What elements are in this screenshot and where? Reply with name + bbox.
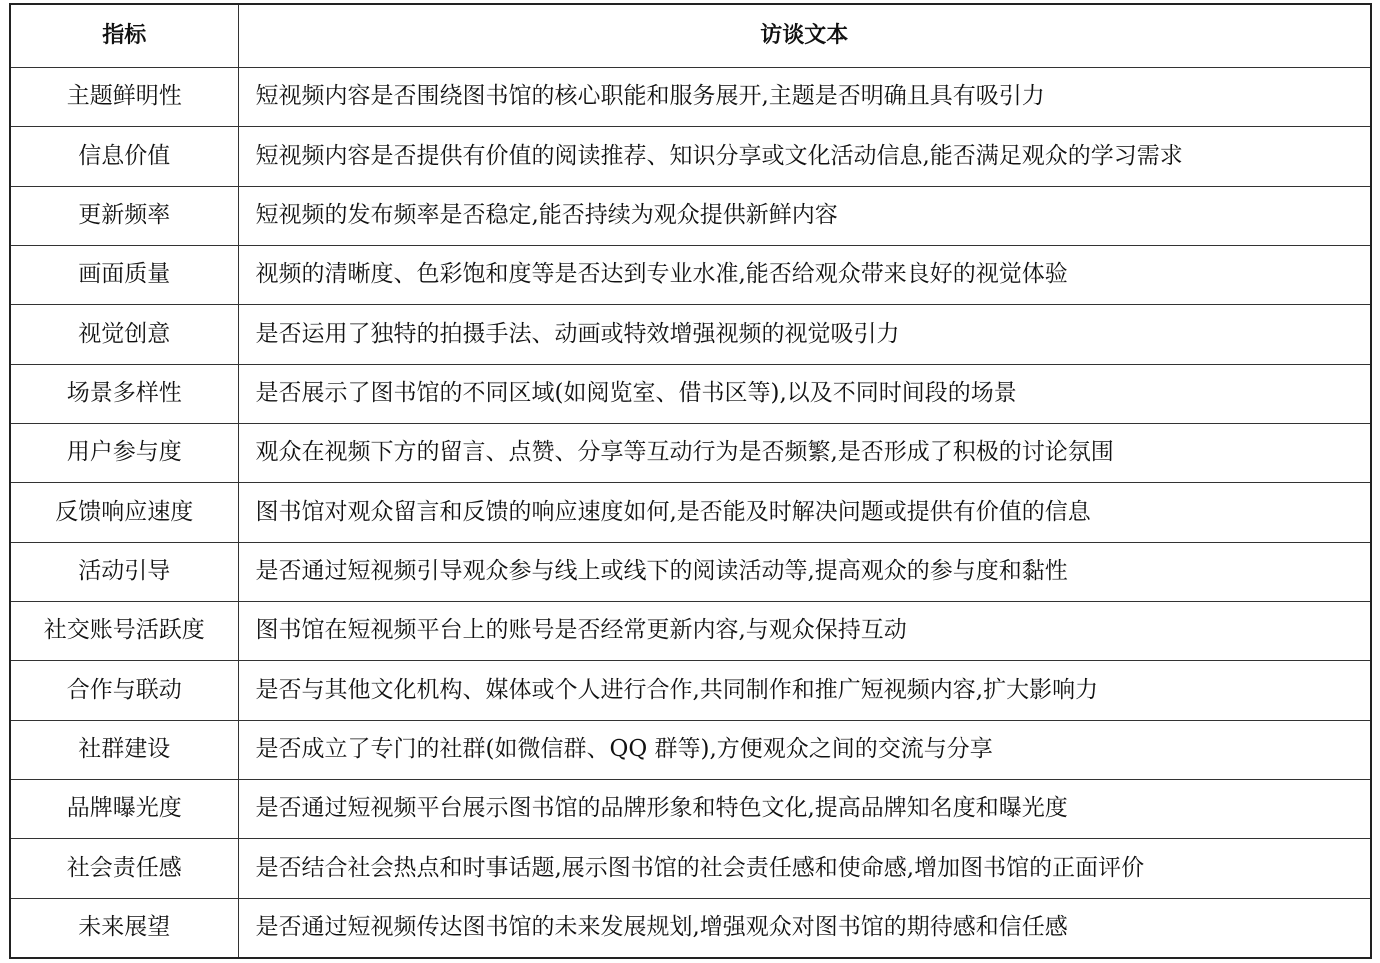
table-row	[10, 542, 1371, 601]
indicator-cell: 画面质量	[10, 245, 238, 304]
indicator-cell: 合作与联动	[10, 661, 238, 720]
table-row	[10, 127, 1371, 186]
table-row	[10, 483, 1371, 542]
interview-text-cell: 是否成立了专门的社群(如微信群、QQ 群等),方便观众之间的交流与分享	[238, 720, 1371, 779]
interview-text-cell: 是否通过短视频引导观众参与线上或线下的阅读活动等,提高观众的参与度和黏性	[238, 542, 1371, 601]
indicator-cell: 用户参与度	[10, 423, 238, 482]
table-row	[10, 186, 1371, 245]
indicator-cell: 社会责任感	[10, 839, 238, 898]
indicator-cell: 更新频率	[10, 186, 238, 245]
header-indicator: 指标	[10, 4, 238, 68]
indicator-cell: 品牌曝光度	[10, 779, 238, 838]
indicator-cell: 反馈响应速度	[10, 483, 238, 542]
table-row	[10, 305, 1371, 364]
interview-text-cell: 短视频内容是否提供有价值的阅读推荐、知识分享或文化活动信息,能否满足观众的学习需求	[238, 127, 1371, 186]
table-row	[10, 68, 1371, 127]
table-row	[10, 839, 1371, 898]
interview-text-cell: 视频的清晰度、色彩饱和度等是否达到专业水准,能否给观众带来良好的视觉体验	[238, 245, 1371, 304]
indicator-cell: 场景多样性	[10, 364, 238, 423]
header-interview-text: 访谈文本	[238, 4, 1371, 68]
table-row	[10, 779, 1371, 838]
indicator-table	[9, 3, 1372, 959]
interview-text-cell: 短视频的发布频率是否稳定,能否持续为观众提供新鲜内容	[238, 186, 1371, 245]
interview-text-cell: 图书馆对观众留言和反馈的响应速度如何,是否能及时解决问题或提供有价值的信息	[238, 483, 1371, 542]
indicator-cell: 社群建设	[10, 720, 238, 779]
indicator-cell: 活动引导	[10, 542, 238, 601]
table-row	[10, 364, 1371, 423]
table-row	[10, 245, 1371, 304]
interview-text-cell: 是否通过短视频传达图书馆的未来发展规划,增强观众对图书馆的期待感和信任感	[238, 898, 1371, 958]
indicator-cell: 视觉创意	[10, 305, 238, 364]
interview-text-cell: 短视频内容是否围绕图书馆的核心职能和服务展开,主题是否明确且具有吸引力	[238, 68, 1371, 127]
table-header-row	[10, 4, 1371, 68]
table-row	[10, 661, 1371, 720]
interview-text-cell: 是否通过短视频平台展示图书馆的品牌形象和特色文化,提高品牌知名度和曝光度	[238, 779, 1371, 838]
indicator-cell: 社交账号活跃度	[10, 601, 238, 660]
interview-text-cell: 是否展示了图书馆的不同区域(如阅览室、借书区等),以及不同时间段的场景	[238, 364, 1371, 423]
table-row	[10, 423, 1371, 482]
interview-text-cell: 是否运用了独特的拍摄手法、动画或特效增强视频的视觉吸引力	[238, 305, 1371, 364]
interview-text-cell: 是否结合社会热点和时事话题,展示图书馆的社会责任感和使命感,增加图书馆的正面评价	[238, 839, 1371, 898]
interview-text-cell: 观众在视频下方的留言、点赞、分享等互动行为是否频繁,是否形成了积极的讨论氛围	[238, 423, 1371, 482]
indicator-cell: 信息价值	[10, 127, 238, 186]
table-row	[10, 898, 1371, 958]
indicator-cell: 未来展望	[10, 898, 238, 958]
table-row	[10, 720, 1371, 779]
interview-text-cell: 图书馆在短视频平台上的账号是否经常更新内容,与观众保持互动	[238, 601, 1371, 660]
table-row	[10, 601, 1371, 660]
indicator-cell: 主题鲜明性	[10, 68, 238, 127]
interview-text-cell: 是否与其他文化机构、媒体或个人进行合作,共同制作和推广短视频内容,扩大影响力	[238, 661, 1371, 720]
